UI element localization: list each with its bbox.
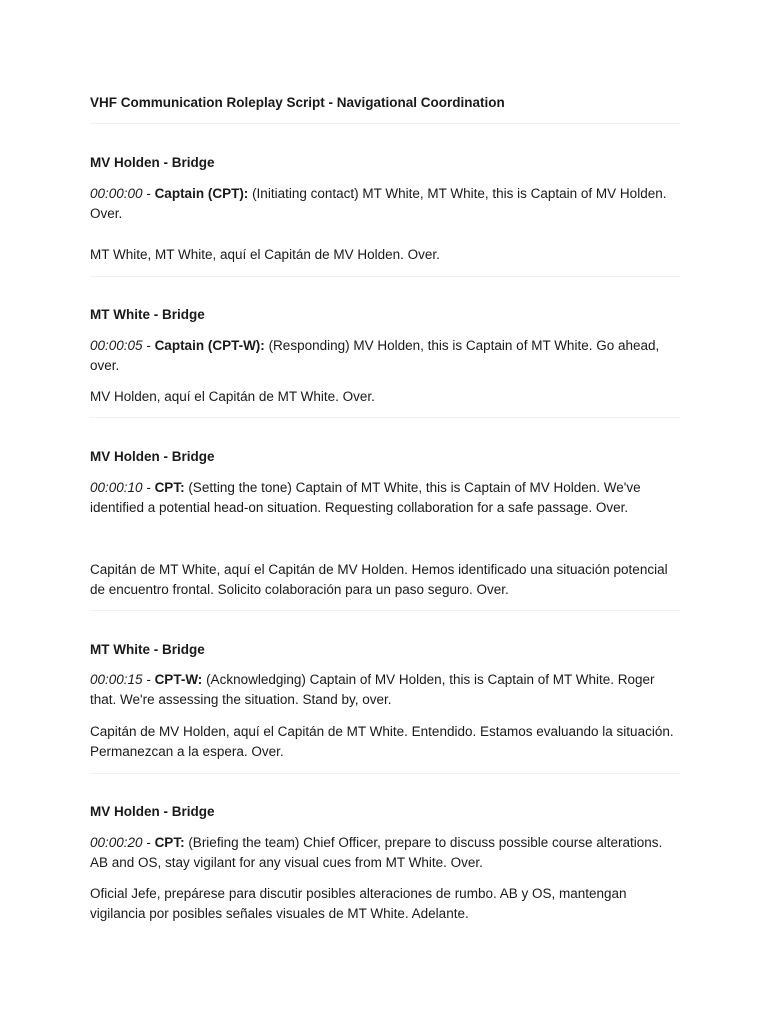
separator: -: [142, 835, 155, 850]
speaker-role: Captain (CPT):: [154, 186, 249, 201]
spanish-line: Capitán de MV Holden, aquí el Capitán de MT White. Entendido. Estamos evaluando la situación. Permanezcan a la espera. Over.: [90, 724, 674, 759]
speaker-heading: MV Holden - Bridge: [90, 804, 215, 819]
speaker-heading: MV Holden - Bridge: [90, 449, 215, 464]
separator: -: [142, 338, 155, 353]
spanish-line: MT White, MT White, aquí el Capitán de MV Holden. Over.: [90, 247, 440, 262]
english-line: [90, 833, 682, 873]
english-text: (Acknowledging) Captain of MV Holden, this is Captain of MT White. Roger that. We're assessing the situation. Stand by, over.: [90, 672, 655, 707]
english-line: [90, 670, 682, 710]
divider: [90, 417, 680, 418]
speaker-role: CPT-W:: [154, 672, 203, 687]
divider: [90, 773, 680, 774]
speaker-role: CPT:: [154, 835, 185, 850]
spanish-line: Oficial Jefe, prepárese para discutir posibles alteraciones de rumbo. AB y OS, mantengan vigilancia por posibles señales visuales de MT White. Adelante.: [90, 886, 627, 921]
timestamp: 00:00:10: [90, 480, 143, 495]
document-title: VHF Communication Roleplay Script - Navigational Coordination: [90, 95, 505, 110]
speaker-heading: MV Holden - Bridge: [90, 155, 215, 170]
separator: -: [142, 672, 155, 687]
english-line: [90, 184, 682, 224]
separator: -: [142, 186, 155, 201]
spanish-line: MV Holden, aquí el Capitán de MT White. Over.: [90, 389, 375, 404]
spanish-line: Capitán de MT White, aquí el Capitán de MV Holden. Hemos identificado una situación potencial de encuentro frontal. Solicito colaboración para un paso seguro. Over.: [90, 562, 668, 597]
speaker-role: Captain (CPT-W):: [154, 338, 265, 353]
divider: [90, 276, 680, 277]
english-text: (Initiating contact) MT White, MT White, this is Captain of MV Holden. Over.: [90, 186, 667, 221]
timestamp: 00:00:20: [90, 835, 143, 850]
divider: [90, 123, 680, 124]
timestamp: 00:00:15: [90, 672, 143, 687]
timestamp: 00:00:05: [90, 338, 143, 353]
english-text: (Responding) MV Holden, this is Captain of MT White. Go ahead, over.: [90, 338, 660, 373]
english-line: [90, 478, 682, 518]
speaker-role: CPT:: [154, 480, 185, 495]
speaker-heading: MT White - Bridge: [90, 642, 205, 657]
divider: [90, 610, 680, 611]
english-line: [90, 336, 682, 376]
english-text: (Briefing the team) Chief Officer, prepare to discuss possible course alterations. AB and OS, stay vigilant for any visual cues from MT White. Over.: [90, 835, 663, 870]
english-text: (Setting the tone) Captain of MT White, this is Captain of MV Holden. We've identified a potential head-on situation. Requesting collaboration for a safe passage. Over.: [90, 480, 641, 515]
speaker-heading: MT White - Bridge: [90, 307, 205, 322]
separator: -: [142, 480, 155, 495]
timestamp: 00:00:00: [90, 186, 143, 201]
